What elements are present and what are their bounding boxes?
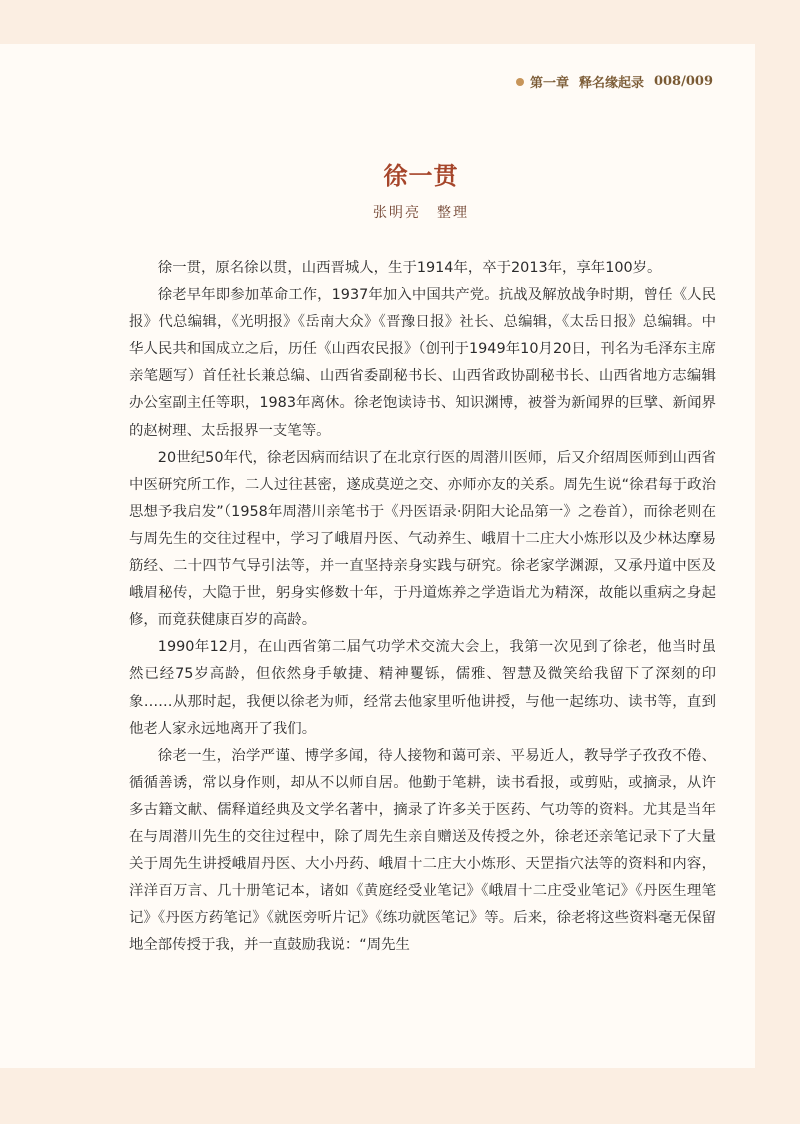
paragraph: 徐一贯，原名徐以贯，山西晋城人，生于1914年，卒于2013年，享年100岁。 — [157, 260, 662, 276]
header-dot-icon — [516, 78, 524, 86]
paragraph: 20世纪50年代，徐老因病而结识了在北京行医的周潜川医师，后又介绍周医师到山西省中医研究所工作，二人过往甚密，遂成莫逆之交、亦师亦友的关系。周先生说“徐君每于政治思想予我启发”（1958年周潜川亲笔书于《丹医语录·阴阳大论品第一》之卷首），而徐老则在与周先生的交往过程中，学习了峨眉丹医、气动养生、峨眉十二庄大小炼形以及少林达摩易筋经、二十四节气导引法等，并一直坚持亲身实践与研究。徐老家学渊源，又承丹道中医及峨眉秘传，大隐于世，躬身实修数十年，于丹道炼养之学造诣尤为精深，故能以重病之身起修，而竟获健康百岁的高龄。 — [129, 449, 716, 629]
paragraph: 徐老早年即参加革命工作，1937年加入中国共产党。抗战及解放战争时期，曾任《人民报》代总编辑，《光明报》《岳南大众》《晋豫日报》社长、总编辑，《太岳日报》总编辑。中华人民共和国成立之后，历任《山西农民报》（创刊于1949年10月20日，刊名为毛泽东主席亲笔题写）首任社长兼总编、山西省委副秘书长、山西省政协副秘书长、山西省地方志编辑办公室副主任等职，1983年离休。徐老饱读诗书、知识渊博，被誉为新闻界的巨擘、新闻界的赵树理、太岳报界一支笔等。 — [129, 287, 716, 439]
page-sheet — [0, 44, 755, 1068]
article-body — [129, 255, 716, 959]
paragraph: 徐老一生，治学严谨、博学多闻，待人接物和蔼可亲、平易近人，教导学子孜孜不倦、循循善诱，常以身作则，却从不以师自居。他勤于笔耕，读书看报，或剪贴，或摘录，从许多古籍文献、儒释道经典及文学名著中，摘录了许多关于医药、气功等的资料。尤其是当年在与周潜川先生的交往过程中，除了周先生亲自赠送及传授之外，徐老还亲笔记录下了大量关于周先生讲授峨眉丹医、大小丹药、峨眉十二庄大小炼形、天罡指穴法等的资料和内容，洋洋百万言、几十册笔记本，诸如《黄庭经受业笔记》《峨眉十二庄受业笔记》《丹医生理笔记》《丹医方药笔记》《就医旁听片记》《练功就医笔记》等。后来，徐老将这些资料毫无保留地全部传授于我，并一直鼓励我说：“周先生 — [129, 747, 716, 954]
article-title: 徐一贯 — [383, 162, 459, 190]
chapter-label: 第一章 — [529, 76, 569, 91]
section-label: 释名缘起录 — [578, 76, 644, 91]
page-number: 008/009 — [653, 74, 713, 89]
article-byline: 张明亮 整理 — [373, 205, 469, 221]
paragraph: 1990年12月，在山西省第二届气功学术交流大会上，我第一次见到了徐老，他当时虽然已经75岁高龄，但依然身手敏捷、精神矍铄，儒雅、智慧及微笑给我留下了深刻的印象……从那时起，我便以徐老为师，经常去他家里听他讲授，与他一起练功、读书等，直到他老人家永远地离开了我们。 — [129, 639, 716, 737]
running-header — [516, 72, 713, 91]
